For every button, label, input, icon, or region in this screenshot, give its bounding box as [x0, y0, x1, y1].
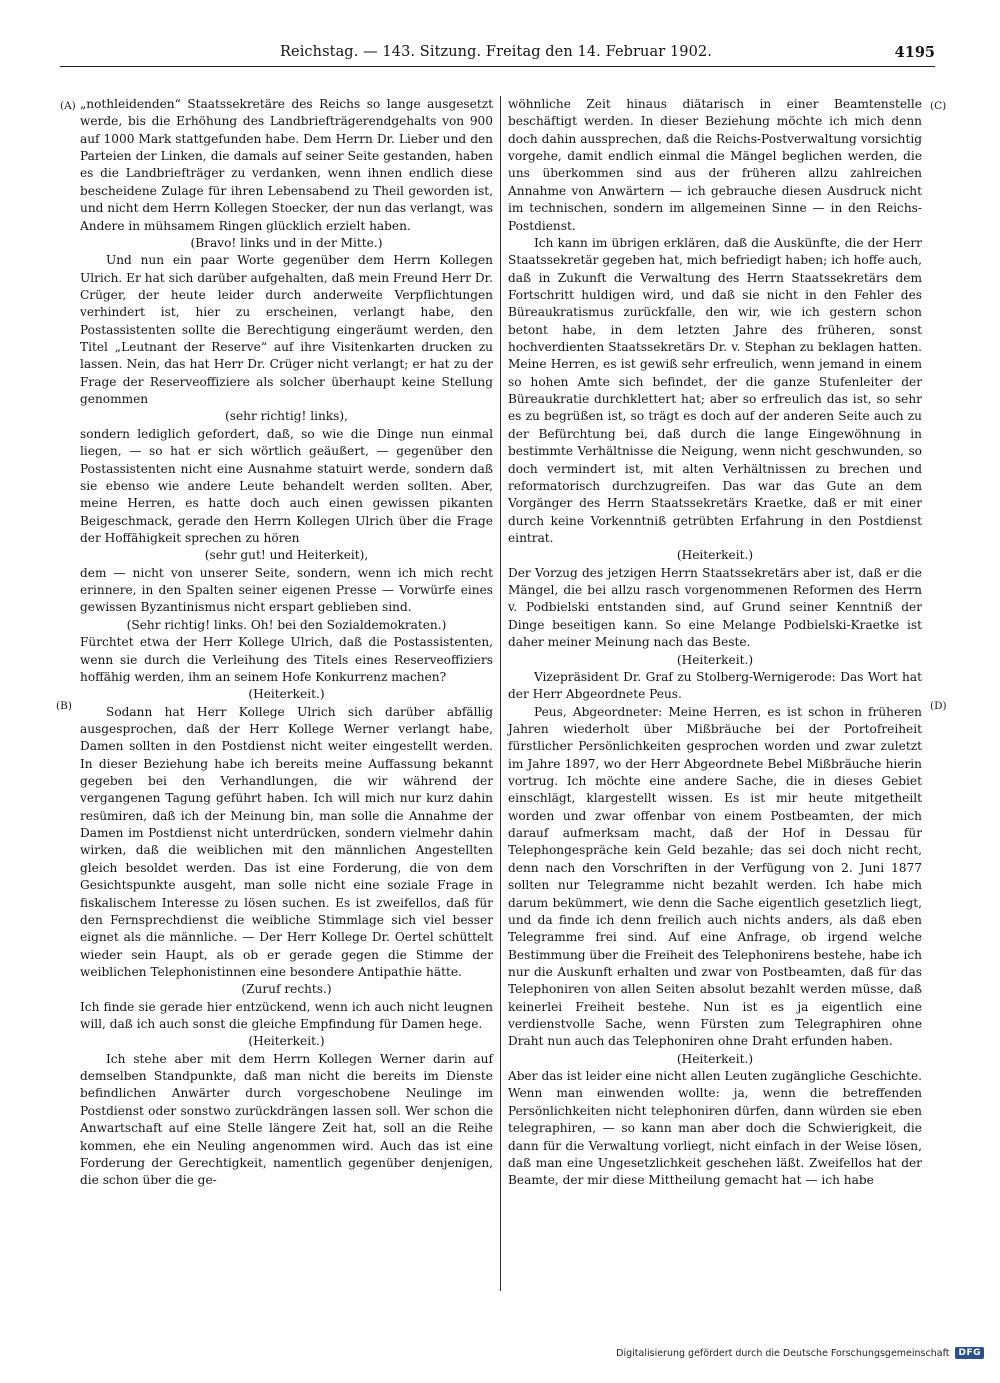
- speaker-paragraph: Peus, Abgeordneter: Meine Herren, es ist schon in früheren Jahren wiederholt über Mißbräuche bei der Portofreiheit fürstlicher Persönlichkeiten gesprochen worden und zwar zuletzt im Jahre 1897, wo der Herr Abgeordnete Bebel Mißbräuche hierin vortrug. Ich möchte eine andere Sache, die in dieses Gebiet einschlägt, klargestellt wissen. Es ist mir heute mitgetheilt worden und zwar offenbar von einem Postbeamten, der mich darauf aufmerksam macht, daß der Hof in Dessau für Telephongespräche kein Geld bezahle; das sei doch nicht recht, denn nach den Vorschriften in der Verfügung von 2. Juni 1877 sollten nur Telegramme nicht bezahlt werden. Ich habe mich darum bekümmert, wie denn die Sache eigentlich gesetzlich liegt, und da finde ich denn freilich auch nichts anders, als daß eben Telegramme frei sind. Auf eine Anfrage, ob irgend welche Bestimmung über die Freiheit des Telephonirens bestehe, habe ich nur die Auskunft erhalten und zwar von Postbeamten, daß für das Telephoniren von allen Seiten absolut bezahlt werden müsse, daß keinerlei Freiheit bestehe. Nun ist es ja eigentlich eine verdienstvolle Sache, wenn Fürsten zum Telegraphiren ohne Draht nun auch das Telephoniren ohne Draht erfunden haben.: [508, 704, 922, 1049]
- interjection: (Heiterkeit.): [248, 687, 325, 702]
- interjection: (Bravo! links und in der Mitte.): [190, 235, 383, 250]
- column-divider: [500, 96, 501, 1291]
- margin-marker-d: (D): [930, 700, 947, 712]
- paragraph: Der Vorzug des jetzigen Herrn Staatssekretärs aber ist, daß er die Mängel, die bei allzu rasch vorgenommenen Reformen des Herrn v. Podbielski entstanden sind, auf Grund seiner Kenntniß der Dinge beseitigen kann. So eine Melange Podbielski-Kraetke ist daher meiner Meinung nach das Beste.: [508, 565, 922, 650]
- paragraph: Fürchtet etwa der Herr Kollege Ulrich, daß die Postassistenten, wenn sie durch die Verleihung des Titels eines Reserveoffiziers hoffähig werden, ihm an seinem Hofe Konkurrenz machen?: [80, 635, 493, 684]
- paragraph: „nothleidenden“ Staatssekretäre des Reichs so lange ausgesetzt werde, bis die Erhöhung des Landbriefträgerendgehalts von 900 auf 1000 Mark stattgefunden habe. Dem Herrn Dr. Lieber und den Parteien der Linken, die damals auf seiner Seite gestanden, haben es die Landbriefträger zu verdanken, wenn ihnen endlich diese bescheidene Zulage für ihren Lebensabend zu Theil geworden ist, und nicht dem Herrn Kollegen Stoecker, der nun das verlangt, was Andere in mühsamem Ringen glücklich erzielt haben.: [80, 97, 493, 233]
- dfg-logo: DFG: [955, 1347, 984, 1359]
- running-title: Reichstag. — 143. Sitzung. Freitag den 14. Februar 1902.: [280, 44, 712, 60]
- paragraph: wöhnliche Zeit hinaus diätarisch in einer Beamtenstelle beschäftigt werden. In dieser Beziehung möchte ich mich denn doch dahin aussprechen, daß die Reichs-Postverwaltung vorsichtig vorgehe, damit endlich einmal die Mängel beglichen werden, die uns überkommen sind aus der früheren allzu zahlreichen Annahme von Anwärtern — ich gebrauche diesen Ausdruck nicht im technischen, sondern im allgemeinen Sinne — in den Reichs-Postdienst.: [508, 97, 922, 233]
- paragraph: dem — nicht von unserer Seite, sondern, wenn ich mich recht erinnere, in den Spalten seiner eigenen Presse — Vorwürfe eines gewissen Byzantinismus nicht erspart geblieben sind.: [80, 565, 493, 615]
- speaker-paragraph: Vizepräsident Dr. Graf zu Stolberg-Wernigerode: Das Wort hat der Herr Abgeordnete Peus.: [508, 669, 922, 702]
- right-column: [508, 96, 922, 1190]
- margin-marker-a: (A): [60, 100, 76, 112]
- paragraph: Ich kann im übrigen erklären, daß die Auskünfte, die der Herr Staatssekretär gegeben hat, mich befriedigt haben; ich hoffe auch, daß in Zukunft die Verwaltung des Herrn Staatssekretärs dem Fortschritt huldigen wird, und daß sie nicht in den Fehler des Büreaukratismus zurückfalle, den wir, wie ich gestern schon betont habe, in dem letzten Jahre des früheren, sonst hochverdienten Staatssekretärs Dr. v. Stephan zu beklagen hatten. Meine Herren, es ist gewiß sehr erfreulich, wenn jemand in einem so hohen Amte sich befindet, der die ganze Stufenleiter der Büreaukratie durchklettert hat; aber so erfreulich das ist, so sehr es zu begrüßen ist, so trägt es doch auf der anderen Seite auch zu der Befürchtung bei, daß durch die lange Eingewöhnung in bestimmte Verhältnisse die Neigung, wenn nicht geschwunden, so doch vermindert ist, mit alten Verhältnissen zu brechen und reformatorisch durchzugreifen. Das war das Gute an dem Vorgänger des Herrn Staatssekretärs Kraetke, daß er mit einer durch keine Vorkenntniß getrübten Erfahrung in den Postdienst eintrat.: [508, 235, 922, 545]
- paragraph: Sodann hat Herr Kollege Ulrich sich darüber abfällig ausgesprochen, daß der Herr Kollege Werner verlangt habe, Damen sollten in den Postdienst nicht weiter eingestellt werden. In dieser Beziehung habe ich bereits meine Auffassung bekannt gegeben bei den Verhandlungen, die wir während der vergangenen Tagung geführt haben. Ich will mich nur kurz dahin resümiren, daß ich der Meinung bin, man solle die Annahme der Damen im Postdienst nicht unterdrücken, sondern vielmehr dahin wirken, daß die weiblichen mit den männlichen Angestellten gleich besoldet werden. Das ist eine Forderung, die von dem Gesichtspunkte ausgeht, man solle nicht eine soziale Frage in fiskalischem Interesse zu lösen suchen. Es ist zweifellos, daß für den Fernsprechdienst die weibliche Stimmlage sich viel besser eignet als die männliche. — Der Herr Kollege Dr. Oertel schüttelt wieder sein Haupt, als ob er gerade gegen die Stimme der weiblichen Telephonistinnen eine besondere Antipathie hätte.: [80, 704, 493, 979]
- paragraph: Aber das ist leider eine nicht allen Leuten zugängliche Geschichte. Wenn man einwenden wollte: ja, wenn die betreffenden Persönlichkeiten nicht telephoniren dürfen, dann würden sie eben telegraphiren, — so kann man aber doch die Schwierigkeit, die dann für die Verwaltung vorliegt, nicht einfach in der Weise lösen, daß man eine Ungesetzlichkeit geschehen läßt. Zweifellos hat der Beamte, der mir diese Mittheilung gemacht hat — ich habe: [508, 1069, 922, 1188]
- paragraph: Ich stehe aber mit dem Herrn Kollegen Werner darin auf demselben Standpunkte, daß man nicht die bereits im Dienste befindlichen Anwärter durch vorgeschobene Neulinge im Postdienst oder sonstwo zurückdrängen lassen soll. Wer schon die Anwartschaft auf eine Stelle längere Zeit hat, soll an die Reihe kommen, ehe ein Neuling angenommen wird. Auch das ist eine Forderung der Gerechtigkeit, namentlich gegenüber denjenigen, die schon über die ge-: [80, 1051, 493, 1188]
- interjection: (Sehr richtig! links. Oh! bei den Sozialdemokraten.): [126, 617, 447, 632]
- margin-marker-c: (C): [930, 100, 947, 112]
- interjection: (Heiterkeit.): [676, 652, 754, 667]
- page-number: 4195: [894, 44, 935, 61]
- left-column: [80, 96, 493, 1190]
- margin-marker-b: (B): [56, 700, 72, 712]
- interjection: (Heiterkeit.): [676, 548, 754, 563]
- interjection: (sehr gut! und Heiterkeit),: [204, 548, 369, 563]
- paragraph: Und nun ein paar Worte gegenüber dem Herrn Kollegen Ulrich. Er hat sich darüber aufgehalten, daß mein Freund Herr Dr. Crüger, der heute leider durch anderweite Verpflichtungen verhindert ist, hier zu erscheinen, verlangt habe, den Postassistenten sollte die Berechtigung eingeräumt werden, den Titel „Leutnant der Reserve“ auf ihre Visitenkarten drucken zu lassen. Nein, das hat Herr Dr. Crüger nicht verlangt; er hat zu der Frage der Reserveoffiziere als solcher überhaupt keine Stellung genommen: [80, 253, 493, 407]
- interjection: (Heiterkeit.): [676, 1051, 754, 1066]
- interjection: (sehr richtig! links),: [225, 409, 348, 424]
- paragraph: sondern lediglich gefordert, daß, so wie die Dinge nun einmal liegen, — so hat er sich wörtlich geäußert, — gegenüber den Postassistenten nicht eine Ausnahme statuirt werde, sondern daß sie ebenso wie andere Leute behandelt werden sollten. Aber, meine Herren, es hatte doch auch einen gewissen pikanten Beigeschmack, gerade den Herrn Kollegen Ulrich über die Frage der Hoffähigkeit sprechen zu hören: [80, 426, 493, 545]
- page-header: [60, 38, 935, 67]
- paragraph: Ich finde sie gerade hier entzückend, wenn ich auch nicht leugnen will, daß ich auch sonst die gleiche Empfindung für Damen hege.: [80, 999, 493, 1032]
- interjection: (Zuruf rechts.): [241, 982, 332, 997]
- footer-credit: Digitalisierung gefördert durch die Deutsche Forschungsgemeinschaft: [616, 1347, 950, 1359]
- interjection: (Heiterkeit.): [248, 1034, 325, 1049]
- footer: [616, 1347, 984, 1359]
